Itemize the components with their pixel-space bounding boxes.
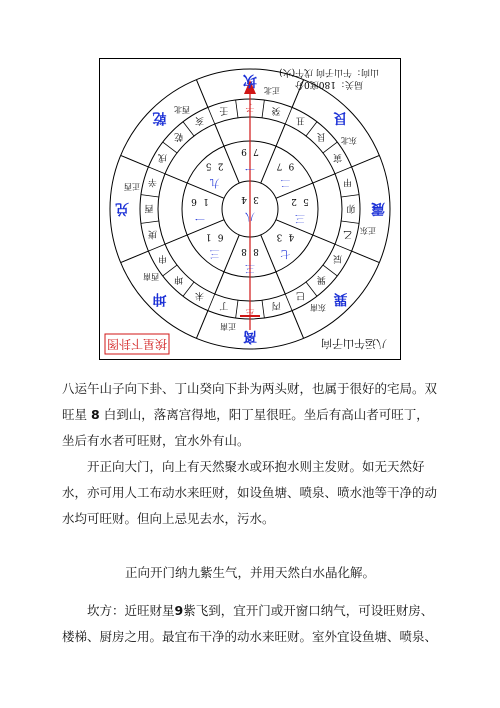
water-star: 1 <box>205 231 212 242</box>
direction-label: 正东 <box>359 225 376 235</box>
mountain-label: 丁 <box>219 300 229 311</box>
palace-name: 三 <box>295 212 305 223</box>
mountain-label: 辛 <box>147 176 157 187</box>
mountain-label: 丑 <box>295 115 306 126</box>
mountain-star: 5 <box>303 196 309 206</box>
mountain-label: 卯 <box>346 202 356 213</box>
direction-label: 东南 <box>309 302 326 312</box>
mountain-star: 1 <box>203 196 209 206</box>
mountain-star: 2 <box>217 160 224 171</box>
corner-info-top: 山向：午山子向 戊午(火) <box>279 67 379 77</box>
p1-text-c: 白到山，落离宫得地，阳丁星很旺。坐后有高山者可旺丁，坐后有水者可旺财，宜水外有山。 <box>62 407 429 448</box>
mountain-label: 午 <box>245 303 255 314</box>
mountain-label: 巽 <box>316 273 326 284</box>
trigram-label: 乾 <box>152 109 167 126</box>
direction-label: 东北 <box>340 136 357 146</box>
paragraph-2: 开正向大门，向上有天然聚水或环抱水则主发财。如无天然好水，亦可用人工布动水来旺财，如设鱼塘、喷泉、喷水池等干净的动水均可旺财。但向上忌见去水，污水。 <box>62 459 438 526</box>
water-star: 8 <box>241 246 247 256</box>
chart-caption-left: 挨星下卦图 <box>106 337 168 351</box>
water-star: 5 <box>205 160 212 171</box>
mountain-label: 艮 <box>316 131 326 142</box>
palace-name: 九 <box>209 176 220 188</box>
mountain-label: 申 <box>158 253 168 263</box>
mountain-label: 乾 <box>174 131 184 142</box>
palace-name: 一 <box>245 162 255 173</box>
trigram-label: 坤 <box>152 290 167 307</box>
mountain-label: 癸 <box>271 104 281 115</box>
water-star: 7 <box>276 160 283 171</box>
water-star: 2 <box>291 196 297 206</box>
mountain-label: 巳 <box>295 289 306 300</box>
direction-label: 正北 <box>263 86 280 96</box>
center-mountain-star: 3 <box>253 194 259 204</box>
p1-star-number: 8 <box>91 407 100 422</box>
chart-caption-right: 八运午山子向 <box>321 337 387 350</box>
trigram-label: 兑 <box>115 200 129 216</box>
trigram-label: 艮 <box>333 109 348 126</box>
mountain-label: 亥 <box>194 115 205 126</box>
mountain-star: 9 <box>288 160 295 171</box>
mountain-label: 丙 <box>271 300 281 311</box>
mountain-label: 未 <box>194 289 205 300</box>
p1-text-a: 八运午山子向下卦、丁山癸向下卦为两头财，也属于很好的宅局。双旺星 <box>62 381 438 422</box>
palace-name: 三 <box>209 247 220 259</box>
mountain-star: 7 <box>253 146 259 156</box>
mountain-label: 子 <box>245 101 255 112</box>
direction-label: 西北 <box>174 105 191 115</box>
direction-label: 正南 <box>220 321 237 331</box>
direction-label: 西南 <box>143 271 160 281</box>
palace-name: 三 <box>245 262 255 273</box>
paragraph-3: 正向开门纳九紫生气，并用天然白水晶化解。 <box>124 565 375 580</box>
mountain-star: 8 <box>253 246 259 256</box>
mountain-label: 庚 <box>147 228 157 239</box>
trigram-label: 坎 <box>243 72 257 88</box>
paragraph-1 <box>62 376 438 454</box>
mountain-label: 辰 <box>332 253 342 263</box>
p4-text-c: 紫飞到，宜开门或开窗口纳气，可设旺财房、楼梯、厨房之用。最宜布干净的动水来旺财。室外宜设鱼塘、喷泉、 <box>62 603 438 644</box>
center-water-star: 4 <box>241 194 247 204</box>
water-star: 3 <box>276 231 283 242</box>
mountain-label: 乙 <box>343 228 353 239</box>
direction-label: 正西 <box>124 182 141 192</box>
palace-name: 七 <box>280 247 291 259</box>
mountain-label: 戌 <box>158 152 168 162</box>
p4-text-a: 坎方：近旺财星 <box>87 603 175 618</box>
paragraph-4 <box>62 598 438 650</box>
water-star: 9 <box>241 146 247 156</box>
mountain-label: 酉 <box>144 202 154 213</box>
mountain-star: 4 <box>288 231 295 242</box>
palace-name: 二 <box>280 176 291 188</box>
water-star: 6 <box>191 196 197 206</box>
trigram-label: 离 <box>243 328 257 344</box>
center-name: 八 <box>245 210 255 221</box>
mountain-star: 6 <box>217 231 224 242</box>
mountain-label: 坤 <box>174 273 184 284</box>
corner-info-top-2: 局关：180度0分 <box>295 79 363 89</box>
mountain-label: 甲 <box>343 176 353 187</box>
mountain-label: 寅 <box>332 152 342 162</box>
trigram-label: 巽 <box>333 290 348 307</box>
p4-star-number: 9 <box>174 603 184 618</box>
palace-name: 一 <box>195 212 205 223</box>
mountain-label: 壬 <box>219 104 229 115</box>
trigram-label: 震 <box>371 200 385 216</box>
flying-star-chart <box>99 58 401 360</box>
